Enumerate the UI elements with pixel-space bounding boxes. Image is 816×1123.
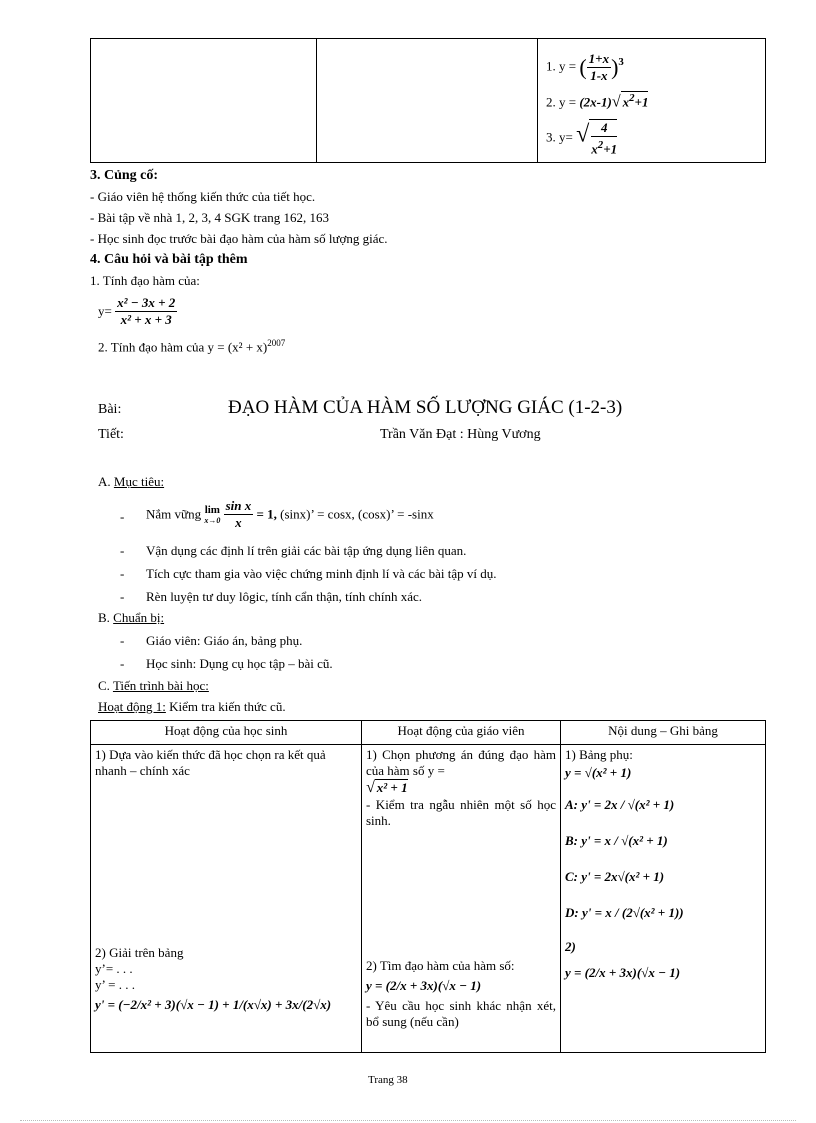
nd-step-2: 2) <box>565 939 576 954</box>
section4-q2: 2. Tính đạo hàm của $y = (x^2 + x)^{2007}$ <box>98 338 286 355</box>
b-item-2: Học sinh: Dụng cụ học tập – bài cũ. <box>146 656 333 671</box>
nd-step-1: 1) Bảng phụ: <box>565 747 633 762</box>
gv-step-1b: - Kiểm tra ngẫu nhiên một số học sinh. <box>366 797 556 828</box>
lesson-author: Trần Văn Đạt : Hùng Vương <box>380 427 541 442</box>
bai-label: Bài: <box>98 402 122 417</box>
option-b: B: y' = x / √(x² + 1) <box>565 833 668 848</box>
gv-step-1: 1) Chọn phương án đúng đạo hàm của hàm số y = <box>366 747 556 778</box>
gv-formula: y = (2/x + 3x)(√x − 1) <box>366 978 482 993</box>
page-divider <box>20 1120 796 1121</box>
option-d: D: y' = x / (2√(x² + 1)) <box>565 905 684 920</box>
nd-formula-2: y = (2/x + 3x)(√x − 1) <box>565 965 681 980</box>
a-item-1: Nắm vững lim x→0 $\frac{\text{sin x}}{x}$ = 1, (sinx)’ = cosx, (cosx)’ = -sinx <box>146 498 434 530</box>
section4-q1-formula: y= $\frac{\text{x² − 3x + 2}}{\text{x² + x + 3}}$ <box>98 295 176 327</box>
a-item-3: Tích cực tham gia vào việc chứng minh định lí và các bài tập ví dụ. <box>146 566 497 581</box>
hs-line-2: y’ = . . . <box>95 977 135 992</box>
section-c-heading: C. Tiến trình bài học: <box>98 678 209 693</box>
page-number: Trang 38 <box>368 1074 408 1086</box>
a-item-2: Vận dụng các định lí trên giải các bài tập ứng dụng liên quan. <box>146 543 467 558</box>
tiet-label: Tiết: <box>98 427 124 442</box>
section3-line-3: - Học sinh đọc trước bài đạo hàm của hàm số lượng giác. <box>90 231 388 246</box>
section3-line-2: - Bài tập về nhà 1, 2, 3, 4 SGK trang 162, 163 <box>90 210 330 225</box>
a-item-4: Rèn luyện tư duy lôgic, tính cẩn thận, tính chính xác. <box>146 589 423 604</box>
hs-formula: y' = (−2/x² + 3)(√x − 1) + 1/(x√x) + 3x/(2√x) <box>95 997 332 1012</box>
formula-1: 1. y = ( $\frac{1+x}{1-x}$ )$^3$ <box>546 51 624 83</box>
top-table <box>90 38 766 163</box>
formula-3: 3. y= √ $\frac{4}{x^2+1}$ <box>546 120 618 157</box>
lesson-title: ĐẠO HÀM CỦA HÀM SỐ LƯỢNG GIÁC (1-2-3) <box>228 397 623 418</box>
gv-radical: √ x² + 1 <box>366 779 408 796</box>
section3-line-1: - Giáo viên hệ thống kiến thức của tiết học. <box>90 189 316 204</box>
cell-hoc-sinh <box>91 745 362 1053</box>
top-cell-1 <box>91 39 317 163</box>
section3-heading: 3. Củng cố: <box>90 168 159 183</box>
b-item-1: Giáo viên: Giáo án, bảng phụ. <box>146 633 303 648</box>
hs-line-1: y’= . . . <box>95 961 133 976</box>
section-a-heading: A. Mục tiêu: <box>98 474 165 489</box>
hs-step-2: 2) Giải trên bảng <box>95 945 184 960</box>
gv-step-2: 2) Tìm đạo hàm của hàm số: <box>366 958 515 973</box>
nd-function: y = √(x² + 1) <box>565 765 632 780</box>
option-a: A: y' = 2x / √(x² + 1) <box>565 797 675 812</box>
cell-giao-vien <box>362 745 561 1053</box>
activity-table <box>90 720 766 1053</box>
section-b-heading: B. Chuẩn bị: <box>98 610 165 625</box>
section4-q1: 1. Tính đạo hàm của: <box>90 273 200 288</box>
hs-step-1: 1) Dựa vào kiến thức đã học chọn ra kết quả nhanh – chính xác <box>95 747 326 778</box>
gv-step-2b: - Yêu cầu học sinh khác nhận xét, bổ sung (nếu cần) <box>366 998 556 1029</box>
header-hoc-sinh: Hoạt động của học sinh <box>91 721 362 745</box>
top-cell-3 <box>538 39 766 163</box>
activity-1: Hoạt động 1: Kiểm tra kiến thức cũ. <box>98 699 286 714</box>
option-c: C: y' = 2x√(x² + 1) <box>565 869 665 884</box>
cell-noi-dung <box>561 745 766 1053</box>
top-cell-2 <box>317 39 538 163</box>
section4-heading: 4. Câu hỏi và bài tập thêm <box>90 252 248 267</box>
formula-2: 2. y = (2x-1)√ $x^2+1$ <box>546 92 649 111</box>
header-noi-dung: Nội dung – Ghi bảng <box>561 721 766 745</box>
bullet: - <box>120 509 125 524</box>
header-giao-vien: Hoạt động của giáo viên <box>362 721 561 745</box>
